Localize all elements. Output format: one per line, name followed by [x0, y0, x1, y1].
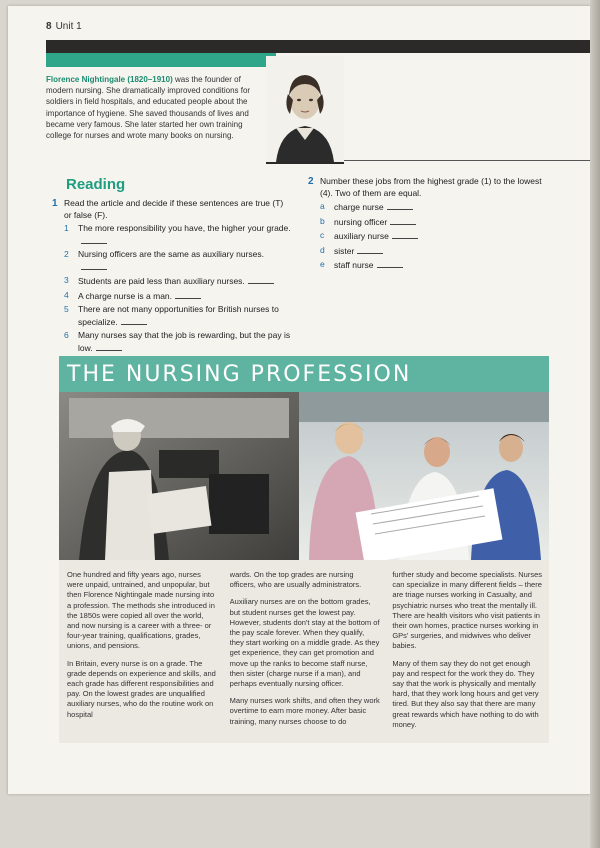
exercise-2-item [320, 259, 550, 272]
article-paragraph: wards. On the top grades are nursing officers, who are usually administrators. [229, 570, 362, 590]
top-dark-bar [46, 40, 590, 53]
exercise-1-item-marker: 3 [64, 275, 69, 285]
exercise-1-item-text: Nursing officers are the same as auxiliary nurses. [78, 249, 264, 259]
page-edge [590, 0, 600, 848]
exercise-2-item-marker: d [320, 244, 325, 255]
page-header [46, 21, 82, 32]
exercise-2-item-marker: b [320, 215, 325, 226]
page-number: 8 [46, 21, 52, 32]
answer-blank[interactable] [81, 235, 107, 244]
exercise-1-item-marker: 1 [64, 223, 69, 233]
reading-heading: Reading [66, 176, 126, 193]
exercise-1-item-marker: 2 [64, 249, 69, 259]
article-paragraph: In Britain, every nurse is on a grade. The grade depends on experience and skills, and each grade has different responsibilities and pay. On the lowest grades are unqualified auxiliary nurses, who do the routine work on hospital [67, 658, 216, 719]
exercise-1-number: 1 [52, 198, 58, 209]
exercise-2-item [320, 216, 550, 229]
answer-blank[interactable] [121, 316, 147, 325]
article-column-1 [67, 570, 218, 743]
teal-accent-bar [46, 53, 276, 67]
exercise-2-item-text: sister [334, 245, 355, 256]
exercise-1-item-marker: 6 [64, 330, 69, 340]
exercise-1-item [64, 249, 292, 273]
unit-label: Unit 1 [55, 21, 82, 32]
answer-blank[interactable] [248, 275, 274, 284]
article-paragraph: One hundred and fifty years ago, nurses were unpaid, untrained, and unpopular, but then Florence Nightingale made nursing into a profession. The methods she introduced in the 1850s were copied all over the world, and now nursing is a career with a three- or four-year training, qualifications, grades, unions, and pensions. [67, 570, 215, 651]
exercise-2-list [320, 201, 550, 272]
exercise-2-number: 2 [308, 176, 314, 187]
article-column-3 [392, 570, 543, 743]
exercise-2-item-marker: c [320, 230, 325, 240]
exercise-2-item [320, 230, 550, 243]
answer-blank[interactable] [357, 245, 383, 254]
exercise-1-instruction: Read the article and decide if these sentences are true (T) or false (F). [64, 198, 284, 220]
article-paragraph: Many nurses work shifts, and often they work overtime to earn more money. After basic training, many nurses choose to do [229, 696, 380, 726]
exercise-1-item [64, 290, 292, 303]
exercise-1-item [64, 223, 292, 247]
article-body [59, 560, 549, 743]
article-paragraph: Many of them say they do not get enough pay and respect for the work they do. They say that the work is physically and mentally hard, that they work long hours and get very tired. But they also say that there are many great rewards which have nothing to do with money. [392, 658, 539, 729]
exercise-2-item-marker: e [320, 259, 325, 269]
answer-blank[interactable] [387, 201, 413, 210]
exercise-2-item-text: nursing officer [334, 216, 388, 227]
exercise-2-item-text: staff nurse [334, 260, 374, 270]
bio-name: Florence Nightingale [46, 75, 126, 84]
bio-text: was the founder of modern nursing. She dramatically improved conditions for soldiers in field hospitals, and educated people about the importance of hygiene. She saved thousands of lives and became very famous. She later started her own training college for nurses and wrote many books on nursing. [46, 75, 251, 141]
answer-blank[interactable] [96, 342, 122, 351]
exercise-1-item-text: A charge nurse is a man. [78, 290, 173, 301]
exercise-1-item-text: Many nurses say that the job is rewarding, but the pay is low. [78, 330, 291, 353]
nursing-photo-collage [59, 392, 549, 560]
exercise-1-item-text: Students are paid less than auxiliary nurses. [78, 276, 245, 286]
exercise-2-item [320, 201, 550, 214]
exercise-2 [308, 176, 550, 272]
answer-blank[interactable] [377, 259, 403, 268]
divider-line [344, 160, 590, 161]
exercise-2-instruction: Number these jobs from the highest grade (1) to the lowest (4). Two of them are equal. [320, 176, 542, 198]
exercise-1 [52, 198, 292, 354]
exercise-1-item-marker: 5 [64, 304, 69, 314]
answer-blank[interactable] [175, 290, 201, 299]
exercise-2-item [320, 245, 550, 258]
exercise-1-item-marker: 4 [64, 289, 69, 300]
nightingale-bio [46, 74, 268, 141]
article-column-2 [230, 570, 381, 743]
exercise-1-item-text: The more responsibility you have, the higher your grade. [78, 223, 291, 233]
answer-blank[interactable] [390, 216, 416, 225]
answer-blank[interactable] [392, 230, 418, 239]
exercise-1-item [64, 275, 292, 288]
exercise-1-item [64, 330, 292, 354]
article-paragraph: further study and become specialists. Nurses can specialize in many different fields – there are triage nurses working in Casualty, and psychiatric nurses who treat the mentally ill. There are health visitors who visit patients in their own homes, practice nurses working in GPs' surgeries, and midwives who deliver babies. [392, 570, 542, 651]
article-photo [59, 392, 549, 560]
exercise-1-list [64, 223, 292, 354]
exercise-1-item-text: There are not many opportunities for British nurses to specialize. [78, 304, 279, 327]
exercise-2-item-text: charge nurse [334, 202, 384, 212]
portrait-illustration [266, 56, 344, 162]
exercise-2-item-marker: a [320, 201, 325, 211]
exercise-2-item-text: auxiliary nurse [334, 231, 389, 241]
bio-dates: (1820–1910) [127, 75, 173, 84]
article-paragraph: Auxiliary nurses are on the bottom grades, but student nurses get the lowest pay. However, students don't stay at the bottom of the pay scale forever. When they qualify, they start working on a middle grade. As they get experience, they can get promotion and move up the ranks to become staff nurse, then sister (charge nurse if a man), and perhaps eventually nursing officer. [229, 597, 380, 689]
answer-blank[interactable] [81, 261, 107, 270]
exercise-1-item [64, 304, 292, 328]
nightingale-portrait [266, 56, 344, 164]
article-title: THE NURSING PROFESSION [59, 356, 549, 392]
textbook-page [8, 6, 590, 794]
